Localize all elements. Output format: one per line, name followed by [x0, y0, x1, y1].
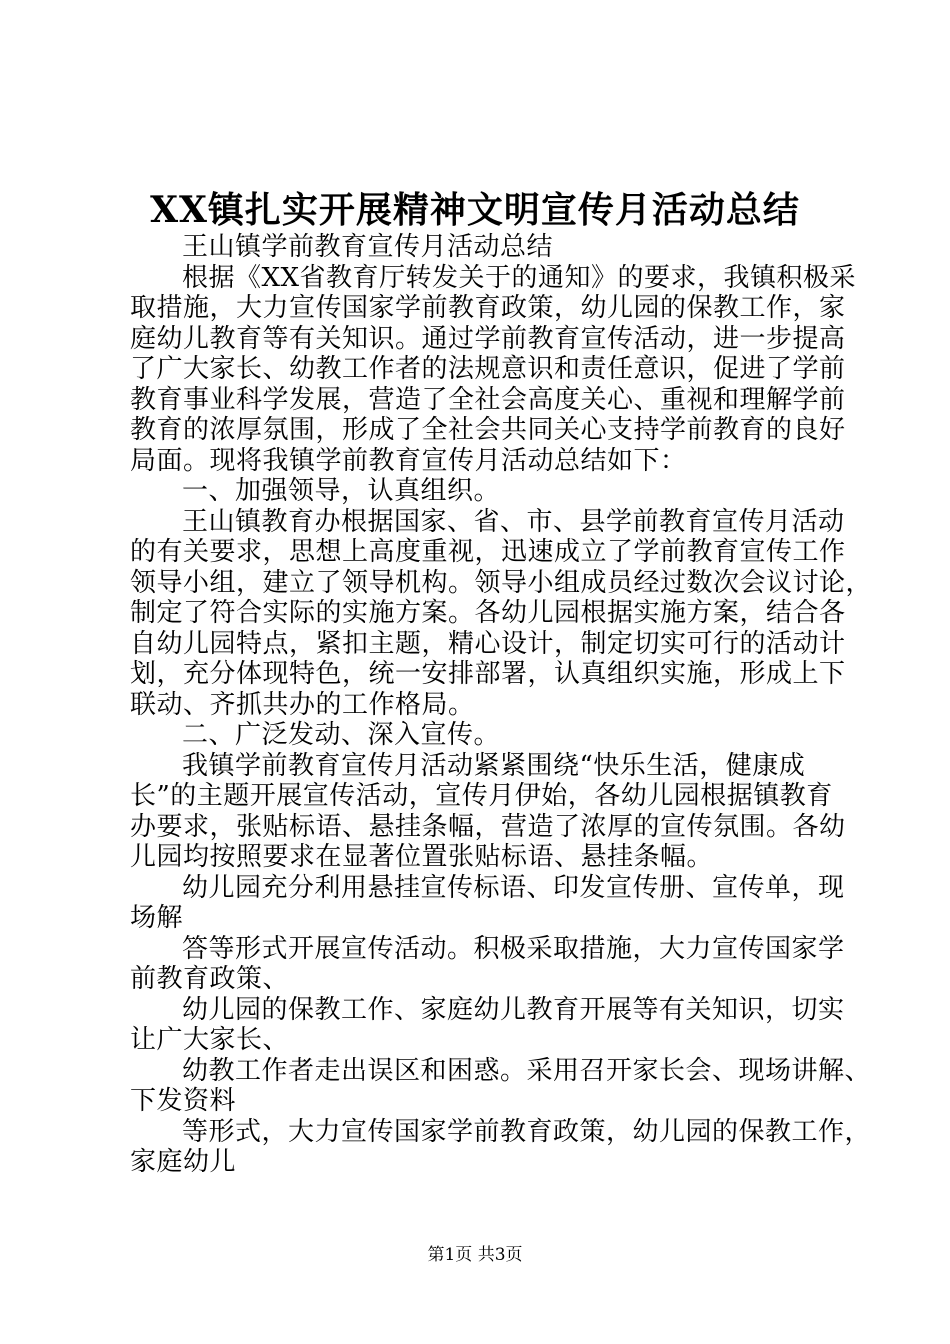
text-line: 等形式，大力宣传国家学前教育政策，幼儿园的保教工作， [182, 1116, 872, 1147]
text-line: 下发资料 [130, 1086, 237, 1116]
text-line: 教育事业科学发展，营造了全社会高度关心、重视和理解学前 [130, 384, 846, 415]
body-paragraph [130, 872, 845, 934]
text-line: 王山镇学前教育宣传月活动总结 [182, 232, 554, 262]
page-footer: 第1页 共3页 [427, 1245, 523, 1265]
body-paragraph [130, 933, 845, 995]
text-line: 划，充分体现特色，统一安排部署，认真组织实施，形成上下 [130, 659, 846, 689]
body-paragraph [130, 506, 873, 721]
text-line: 联动、齐抓共办的工作格局。 [130, 689, 475, 720]
document-title: XX镇扎实开展精神文明宣传月活动总结 [150, 189, 800, 231]
text-line: 的有关要求，思想上高度重视，迅速成立了学前教育宣传工作 [130, 537, 846, 567]
body-paragraph [130, 262, 857, 477]
body-paragraph [130, 994, 845, 1056]
text-line: 局面。现将我镇学前教育宣传月活动总结如下： [130, 445, 687, 476]
text-line: 根据《XX省教育厅转发关于的通知》的要求，我镇积极采 [182, 262, 857, 293]
text-line: 前教育政策、 [130, 964, 290, 994]
text-line: 二、广泛发动、深入宣传。 [182, 720, 501, 750]
text-line: 自幼儿园特点，紧扣主题，精心设计，制定切实可行的活动计 [130, 628, 846, 659]
text-line: 了广大家长、幼教工作者的法规意识和责任意识，促进了学前 [130, 354, 846, 384]
text-line: 幼儿园充分利用悬挂宣传标语、印发宣传册、宣传单，现 [182, 872, 845, 903]
text-line: 场解 [130, 903, 184, 933]
body-paragraph [130, 1055, 872, 1117]
text-line: 办要求，张贴标语、悬挂条幅，营造了浓厚的宣传氛围。各幼 [130, 811, 846, 842]
text-line: 庭幼儿教育等有关知识。通过学前教育宣传活动，进一步提高 [130, 323, 846, 354]
text-line: 答等形式开展宣传活动。积极采取措施，大力宣传国家学 [182, 933, 845, 964]
text-line: 儿园均按照要求在显著位置张贴标语、悬挂条幅。 [130, 842, 714, 872]
body-paragraph [130, 232, 830, 263]
text-line: 幼教工作者走出误区和困惑。采用召开家长会、现场讲解、 [182, 1055, 872, 1086]
text-line: 领导小组，建立了领导机构。领导小组成员经过数次会议讨论， [130, 567, 873, 598]
text-line: 一、加强领导，认真组织。 [182, 476, 501, 506]
text-line: 幼儿园的保教工作、家庭幼儿教育开展等有关知识，切实 [182, 994, 845, 1025]
text-line: 家庭幼儿 [130, 1147, 237, 1177]
body-paragraph [130, 1116, 872, 1178]
body-paragraph [130, 720, 830, 751]
body-paragraph [130, 750, 846, 873]
text-line: 王山镇教育办根据国家、省、市、县学前教育宣传月活动 [182, 506, 845, 537]
text-line: 教育的浓厚氛围，形成了全社会共同关心支持学前教育的良好 [130, 415, 846, 445]
text-line: 取措施，大力宣传国家学前教育政策，幼儿园的保教工作，家 [130, 293, 846, 323]
text-line: 长”的主题开展宣传活动，宣传月伊始，各幼儿园根据镇教育 [130, 781, 833, 811]
text-line: 制定了符合实际的实施方案。各幼儿园根据实施方案，结合各 [130, 598, 846, 628]
text-line: 我镇学前教育宣传月活动紧紧围绕“快乐生活，健康成 [182, 750, 806, 781]
body-paragraph [130, 476, 830, 507]
document-body [130, 232, 873, 1178]
text-line: 让广大家长、 [130, 1025, 290, 1055]
